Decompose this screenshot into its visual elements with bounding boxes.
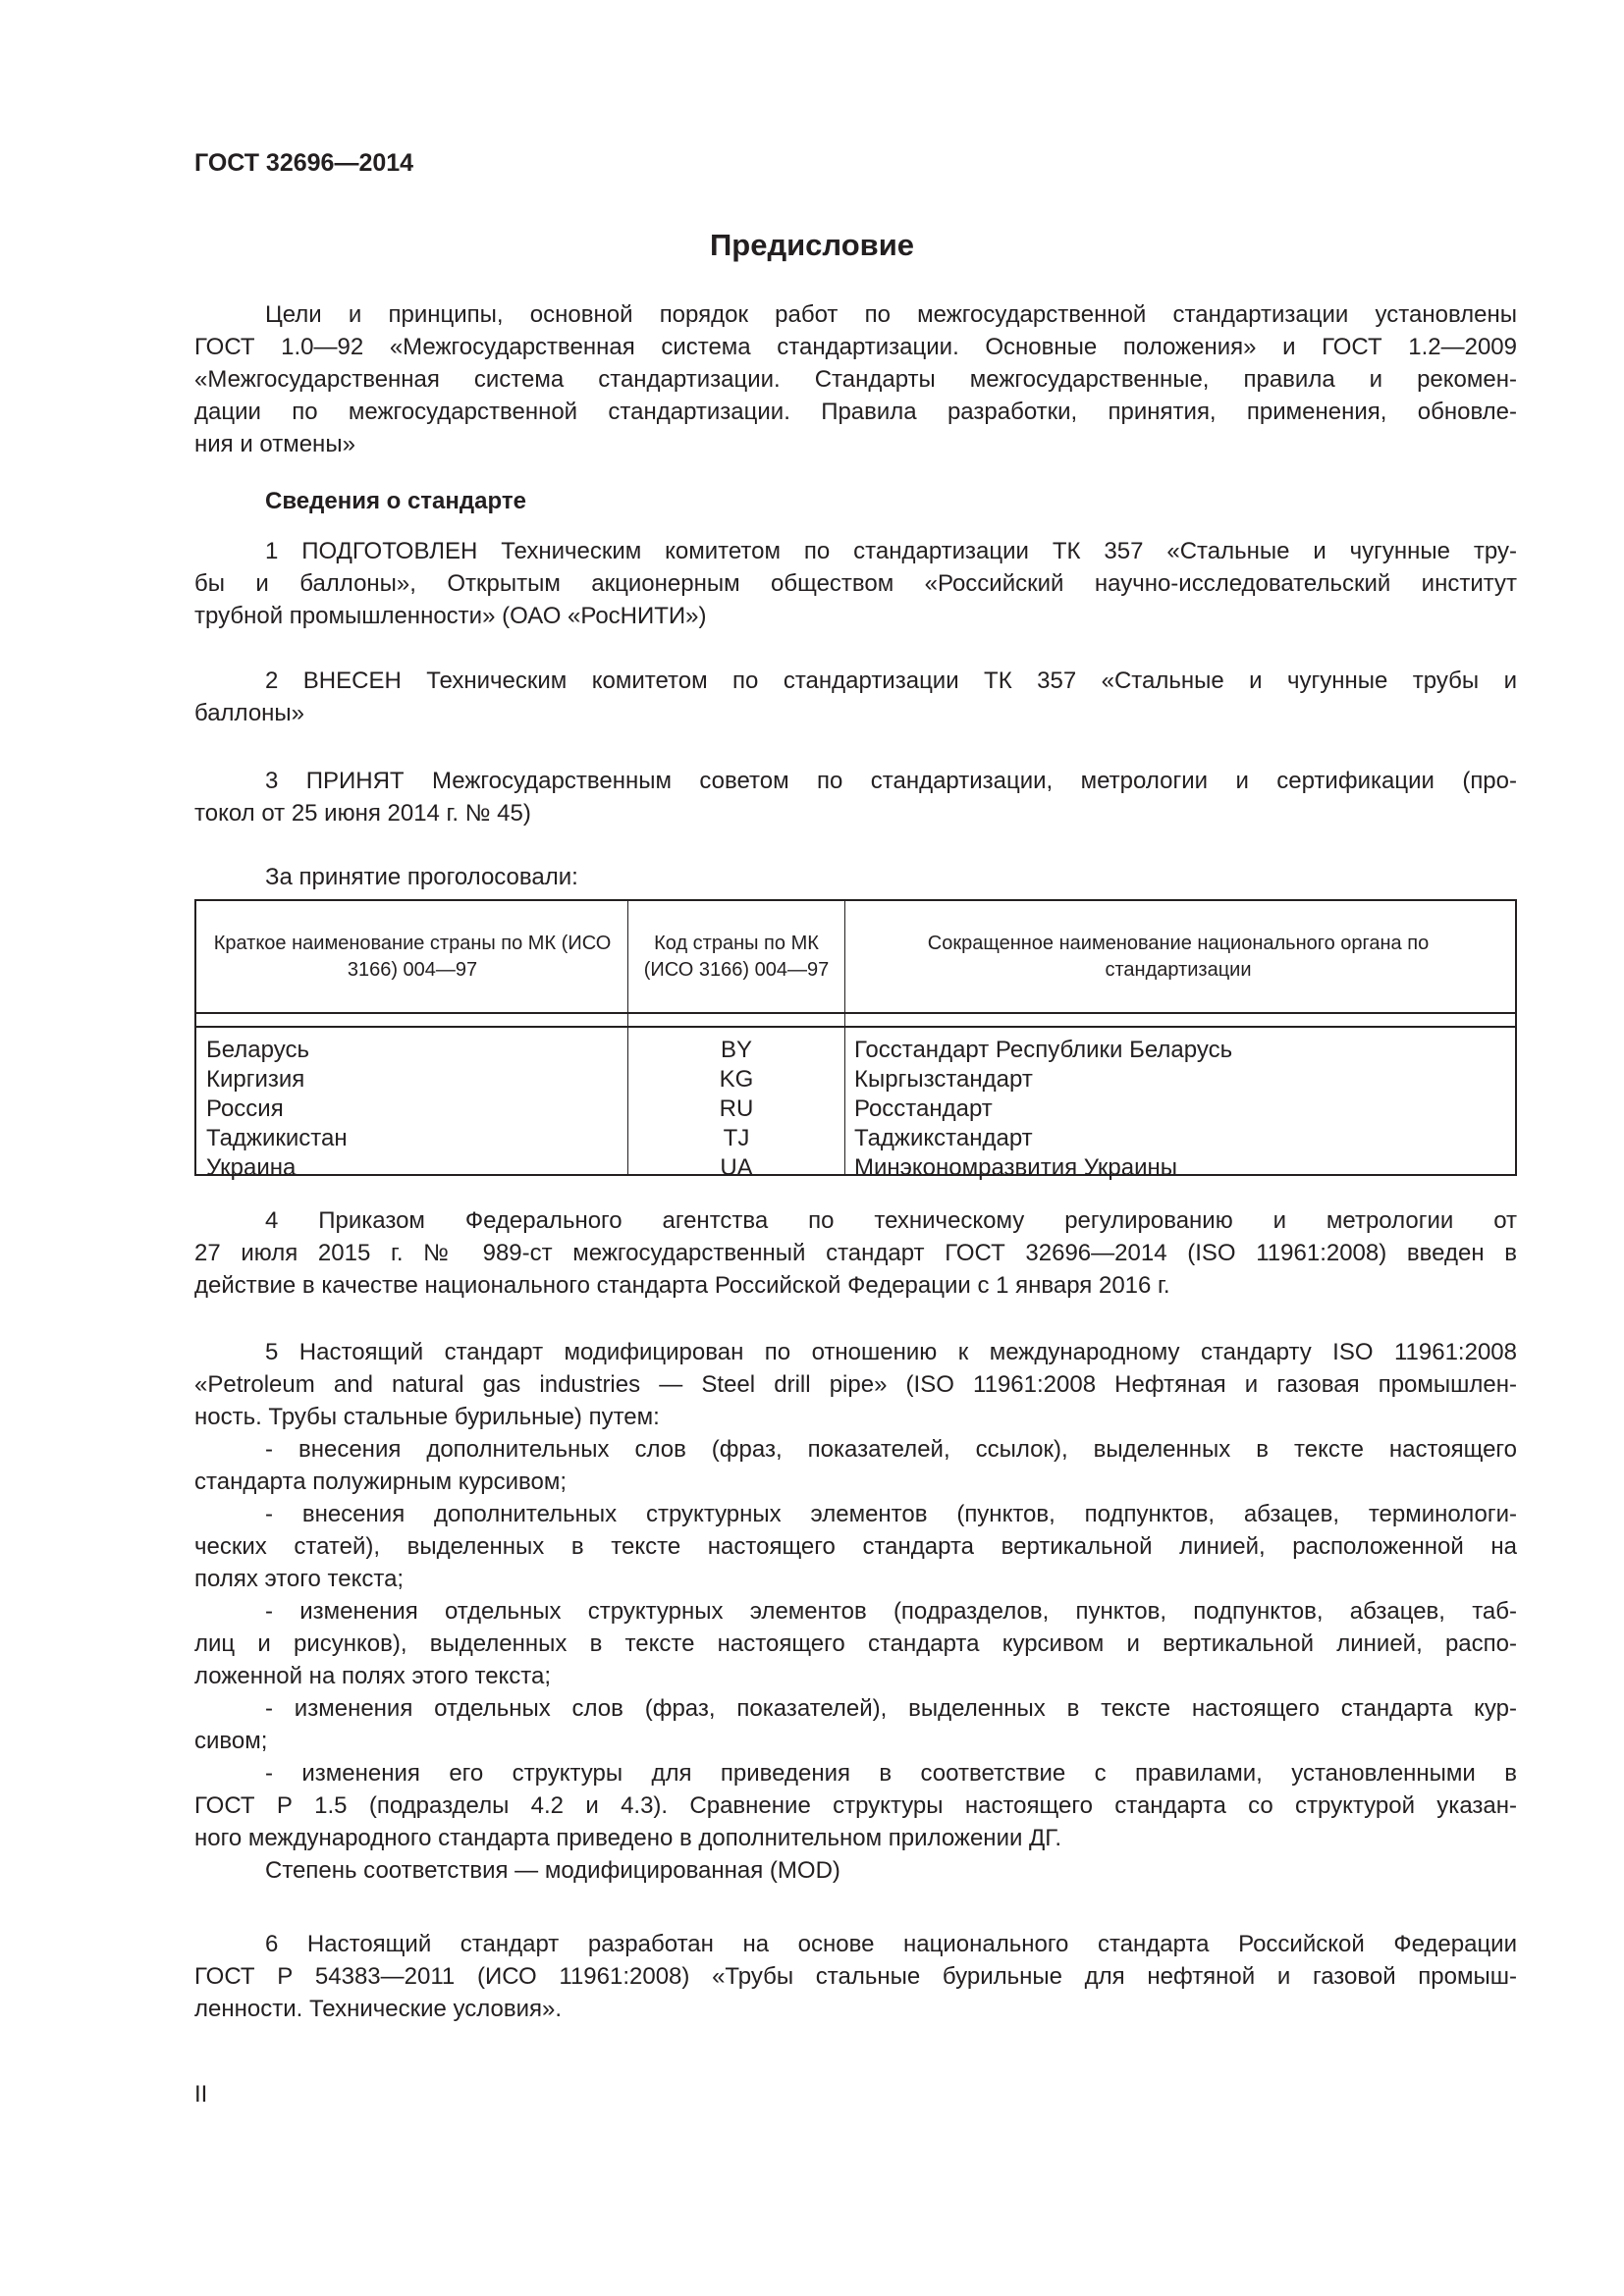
text-line: 3 ПРИНЯТ Межгосударственным советом по стандартизации, метрологии и сертификации (про- [265,768,1517,794]
text-line: 2 ВНЕСЕН Техническим комитетом по стандартизации ТК 357 «Стальные и чугунные трубы и [265,667,1517,694]
country-name-cell: Россия [206,1095,284,1122]
text-line: - внесения дополнительных структурных элементов (пунктов, подпунктов, абзацев, терминологи- [265,1501,1517,1527]
text-line: токол от 25 июня 2014 г. № 45) [194,800,531,827]
country-code-cell: RU [719,1095,754,1122]
paragraph [194,298,1517,460]
standards-body-cell: Росстандарт [854,1095,993,1122]
country-code-cell: UA [720,1154,753,1181]
text-line: стандарта полужирным курсивом; [194,1468,568,1495]
text-line: ного международного стандарта приведено в дополнительном приложении ДГ. [194,1825,1062,1851]
text-line: трубной промышленности» (ОАО «РосНИТИ») [194,603,707,629]
text-line: 4 Приказом Федерального агентства по техническому регулированию и метрологии от [265,1207,1517,1234]
paragraph [194,861,1517,893]
text-line: Степень соответствия — модифицированная (MOD) [265,1857,840,1884]
standards-body-cell: Минэкономразвития Украины [854,1154,1178,1181]
table-header-divider [196,1012,1515,1014]
text-line: полях этого текста; [194,1566,405,1592]
country-code-cell: BY [720,1037,752,1063]
table-column-divider [627,901,628,1174]
text-line: 5 Настоящий стандарт модифицирован по отношению к международному стандарту ISO 11961:2008 [265,1339,1517,1365]
paragraph [194,665,1517,729]
text-line: 6 Настоящий стандарт разработан на основе национального стандарта Российской Федерации [265,1931,1517,1957]
text-line: За принятие проголосовали: [265,864,578,890]
text-line: сивом; [194,1728,268,1754]
text-line: баллоны» [194,700,305,726]
text-line: 1 ПОДГОТОВЛЕН Техническим комитетом по стандартизации ТК 357 «Стальные и чугунные тру- [265,538,1517,564]
paragraph [194,485,1517,517]
country-name-cell: Таджикистан [206,1125,348,1151]
table-header-divider [196,1026,1515,1028]
table-column-divider [844,901,845,1174]
country-code-cell: KG [719,1066,754,1093]
standards-body-cell: Кыргызстандарт [854,1066,1033,1093]
text-line: ния и отмены» [194,431,355,457]
text-line: бы и баллоны», Открытым акционерным обществом «Российский научно-исследовательский институт [194,570,1517,597]
text-line: «Межгосударственная система стандартизации. Стандарты межгосударственные, правила и рекомен- [194,366,1517,393]
text-line: Сведения о стандарте [265,488,526,514]
text-line: - изменения его структуры для приведения в соответствие с правилами, установленными в [265,1760,1517,1787]
text-line: ложенной на полях этого текста; [194,1663,552,1689]
text-line: дации по межгосударственной стандартизации. Правила разработки, принятия, применения, обновле- [194,399,1517,425]
text-line: ность. Трубы стальные бурильные) путем: [194,1404,660,1430]
country-name-cell: Украина [206,1154,297,1181]
table-header-body: Сокращенное наименование национального органа по стандартизации [927,932,1430,981]
country-name-cell: Киргизия [206,1066,305,1093]
page-number: II [194,2081,208,2108]
paragraph [194,1928,1517,2025]
text-line: - внесения дополнительных слов (фраз, показателей, ссылок), выделенных в тексте настоящего [265,1436,1517,1463]
text-line: - изменения отдельных слов (фраз, показателей), выделенных в тексте настоящего стандарта кур- [265,1695,1517,1722]
page-title: Предисловие [709,228,914,262]
text-line: ленности. Технические условия». [194,1996,563,2022]
text-line: «Petroleum and natural gas industries — Steel drill pipe» (ISO 11961:2008 Нефтяная и газовая промышлен- [194,1371,1517,1398]
standards-body-cell: Госстандарт Республики Беларусь [854,1037,1233,1063]
paragraph [194,765,1517,829]
voting-table [194,899,1517,1181]
text-line: ГОСТ Р 54383—2011 (ИСО 11961:2008) «Трубы стальные бурильные для нефтяной и газовой промыш- [194,1963,1517,1990]
text-line: ГОСТ Р 1.5 (подразделы 4.2 и 4.3). Сравнение структуры настоящего стандарта со структурой указан- [194,1792,1517,1819]
country-code-cell: TJ [723,1125,750,1151]
paragraph [194,1336,1517,1887]
text-line: - изменения отдельных структурных элементов (подразделов, пунктов, подпунктов, абзацев, таб- [265,1598,1517,1625]
text-line: ческих статей), выделенных в тексте настоящего стандарта вертикальной линией, расположенной на [194,1533,1517,1560]
paragraph [194,1204,1517,1302]
text-line: 27 июля 2015 г. № 989-ст межгосударственный стандарт ГОСТ 32696—2014 (ISO 11961:2008) введен в [194,1240,1517,1266]
country-name-cell: Беларусь [206,1037,309,1063]
text-line: ГОСТ 1.0—92 «Межгосударственная система стандартизации. Основные положения» и ГОСТ 1.2—2009 [194,334,1517,360]
text-line: лиц и рисунков), выделенных в тексте настоящего стандарта курсивом и вертикальной линией, распо- [194,1630,1517,1657]
table-header-country: Краткое наименование страны по МК (ИСО 3166) 004—97 [213,932,612,981]
paragraph [194,535,1517,632]
text-line: действие в качестве национального стандарта Российской Федерации с 1 января 2016 г. [194,1272,1170,1299]
text-line: Цели и принципы, основной порядок работ по межгосударственной стандартизации установлены [265,301,1517,328]
standards-body-cell: Таджикстандарт [854,1125,1033,1151]
document-code-header: ГОСТ 32696—2014 [194,149,414,177]
table-header-code: Код страны по МК (ИСО 3166) 004—97 [643,932,830,981]
